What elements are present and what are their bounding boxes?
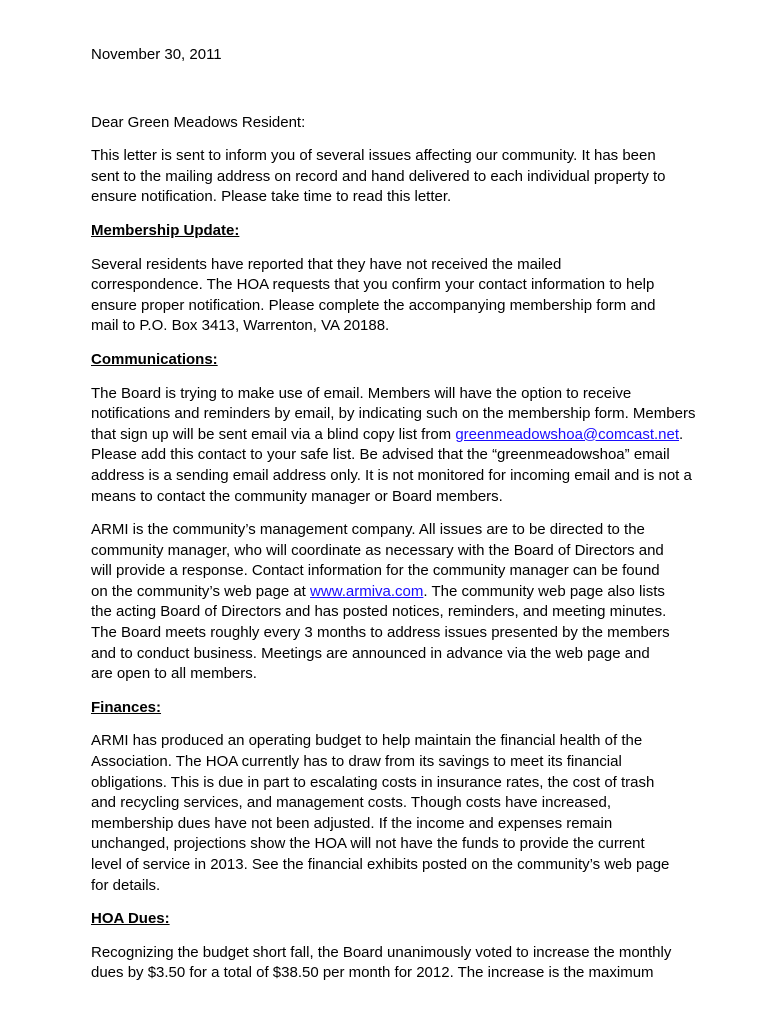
paragraph-line: unchanged, projections show the HOA will not have the funds to provide the current — [91, 835, 645, 853]
paragraph-line: Several residents have reported that they have not received the mailed — [91, 255, 562, 273]
paragraph-line: Association. The HOA currently has to draw from its savings to meet its financial — [91, 753, 622, 771]
paragraph-line: The Board meets roughly every 3 months to address issues presented by the members — [91, 624, 670, 642]
paragraph-line: for details. — [91, 876, 161, 894]
paragraph-line: obligations. This is due in part to escalating costs in insurance rates, the cost of trash — [91, 773, 655, 791]
paragraph-line: Please add this contact to your safe list. Be advised that the “greenmeadowshoa” email — [91, 446, 670, 464]
paragraph-line: correspondence. The HOA requests that you confirm your contact information to help — [91, 276, 655, 294]
paragraph-line: dues by $3.50 for a total of $38.50 per month for 2012. The increase is the maximum — [91, 964, 654, 982]
communications-paragraph-2 — [91, 520, 710, 685]
paragraph-line: the acting Board of Directors and has posted notices, reminders, and meeting minutes. — [91, 603, 667, 621]
communications-heading: Communications: — [91, 350, 218, 368]
paragraph-line: This letter is sent to inform you of several issues affecting our community. It has been — [91, 147, 656, 165]
paragraph-line: ensure notification. Please take time to read this letter. — [91, 188, 452, 206]
website-link[interactable]: www.armiva.com — [310, 582, 424, 600]
paragraph-line: mail to P.O. Box 3413, Warrenton, VA 20188. — [91, 317, 390, 335]
paragraph-line — [91, 425, 710, 446]
line-text: . — [679, 425, 684, 443]
finances-heading: Finances: — [91, 698, 162, 716]
intro-paragraph — [91, 146, 710, 208]
finances-paragraph — [91, 731, 710, 896]
membership-heading: Membership Update: — [91, 221, 240, 239]
paragraph-line: and to conduct business. Meetings are announced in advance via the web page and — [91, 644, 650, 662]
paragraph-line: ensure proper notification. Please complete the accompanying membership form and — [91, 296, 656, 314]
paragraph-line: The Board is trying to make use of email. Members will have the option to receive — [91, 384, 632, 402]
paragraph-line: ARMI is the community’s management company. All issues are to be directed to the — [91, 521, 645, 539]
paragraph-line: are open to all members. — [91, 665, 257, 683]
paragraph-line: membership dues have not been adjusted. If the income and expenses remain — [91, 814, 613, 832]
paragraph-line: sent to the mailing address on record and hand delivered to each individual property to — [91, 167, 666, 185]
letter-date: November 30, 2011 — [91, 46, 222, 63]
paragraph-line: will provide a response. Contact information for the community manager can be found — [91, 562, 660, 580]
salutation — [91, 113, 710, 134]
line-text: on the community’s web page at — [91, 582, 311, 600]
paragraph-line — [91, 582, 710, 603]
communications-paragraph-1 — [91, 384, 710, 508]
email-link[interactable]: greenmeadowshoa@comcast.net — [455, 425, 680, 443]
hoa-dues-paragraph — [91, 943, 710, 984]
paragraph-line: address is a sending email address only. It is not monitored for incoming email and is not a — [91, 466, 692, 484]
membership-paragraph — [91, 255, 710, 337]
paragraph-line: means to contact the community manager or Board members. — [91, 487, 503, 505]
line-text: that sign up will be sent email via a blind copy list from — [91, 425, 456, 443]
line-text: . The community web page also lists — [423, 582, 665, 600]
paragraph-line: Recognizing the budget short fall, the Board unanimously voted to increase the monthly — [91, 943, 672, 961]
paragraph-line: level of service in 2013. See the financial exhibits posted on the community’s web page — [91, 856, 670, 873]
salutation-text: Dear Green Meadows Resident: — [91, 113, 306, 131]
paragraph-line: ARMI has produced an operating budget to help maintain the financial health of the — [91, 732, 643, 750]
paragraph-line: and recycling services, and management costs. Though costs have increased, — [91, 794, 612, 812]
paragraph-line: notifications and reminders by email, by indicating such on the membership form. Members — [91, 405, 696, 423]
hoa-dues-heading: HOA Dues: — [91, 910, 170, 928]
paragraph-line: community manager, who will coordinate as necessary with the Board of Directors and — [91, 541, 664, 559]
